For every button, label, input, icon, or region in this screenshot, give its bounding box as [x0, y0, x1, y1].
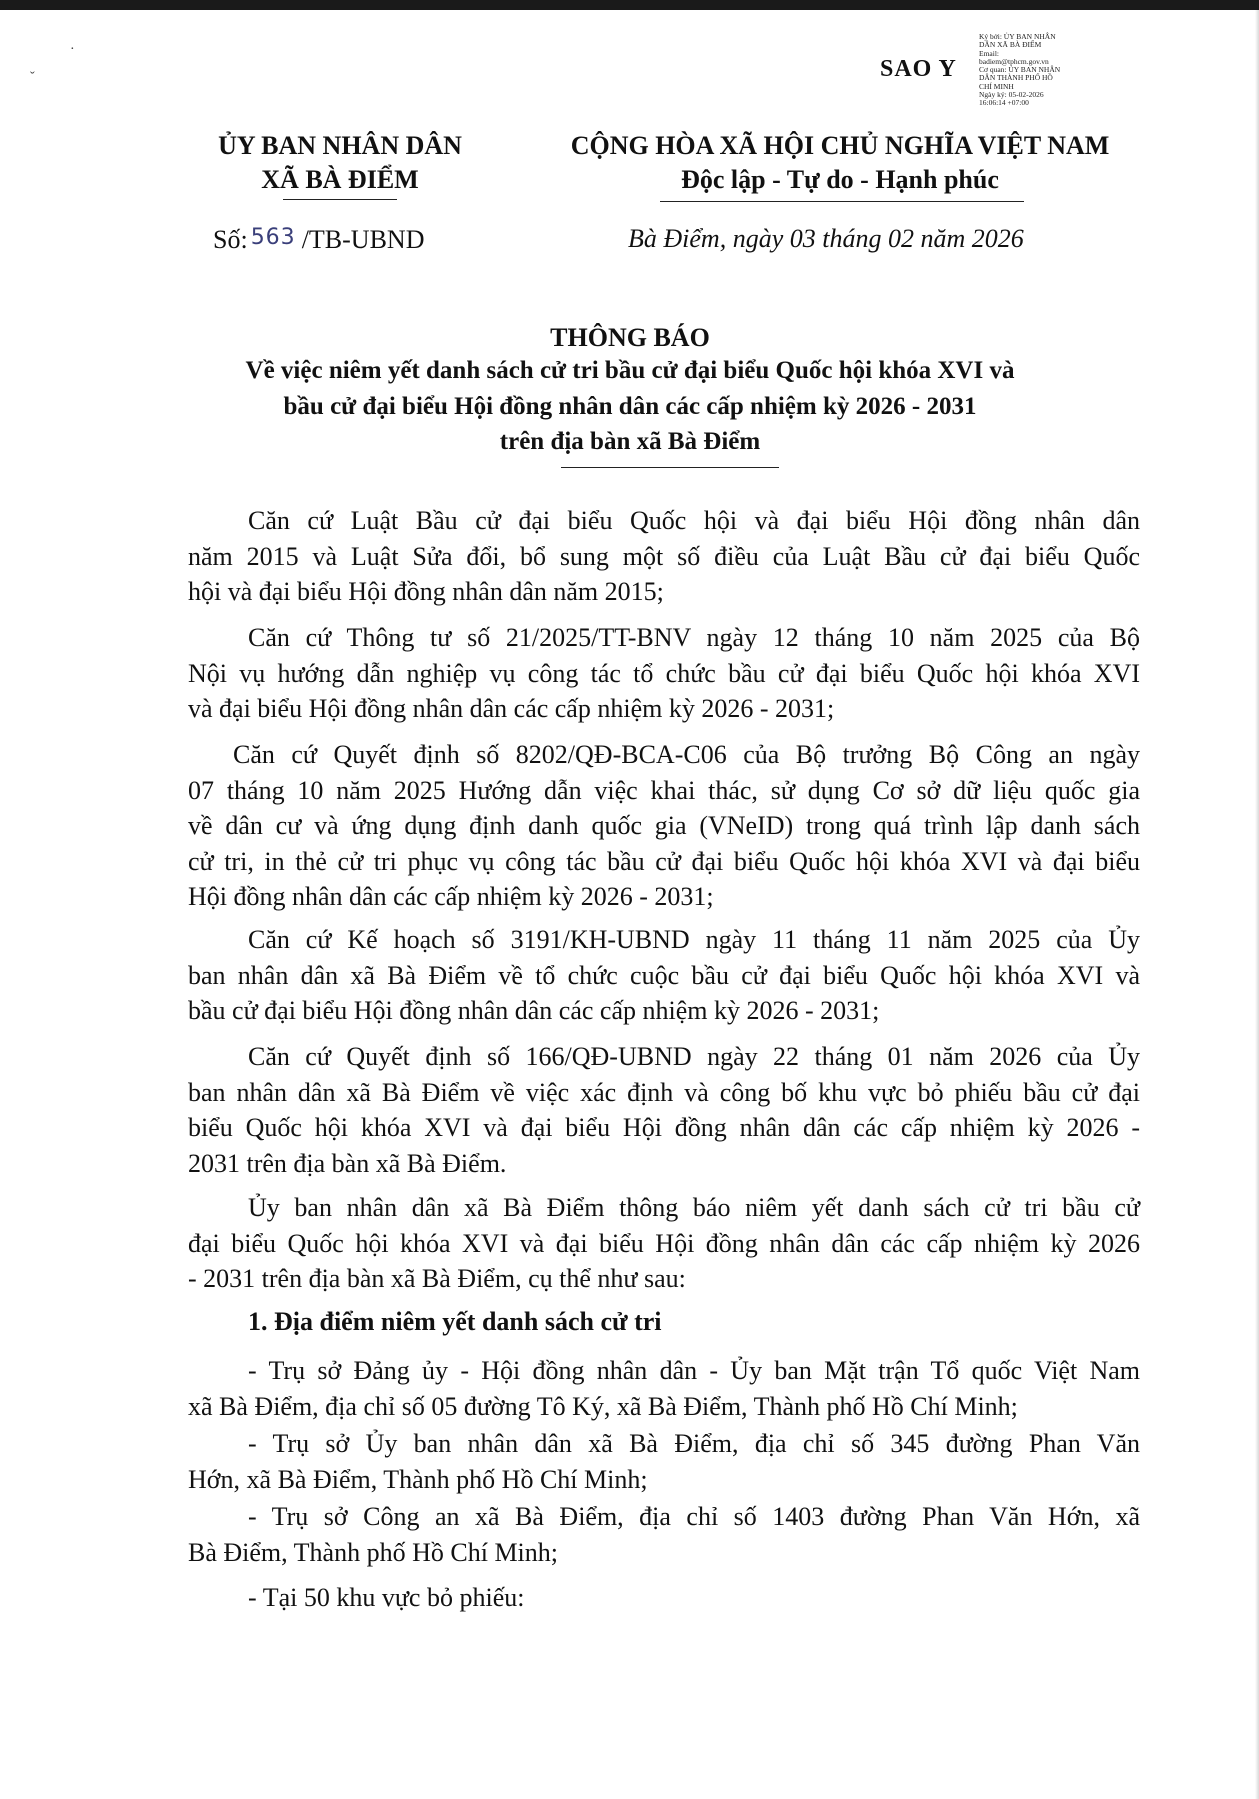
- paragraph-line: 2031 trên địa bàn xã Bà Điểm.: [188, 1148, 507, 1178]
- paragraph-line: Nội vụ hướng dẫn nghiệp vụ công tác tổ chức bầu cử đại biểu Quốc hội khóa XVI: [188, 658, 1140, 688]
- location-item: [188, 1352, 1140, 1423]
- paragraph-line: Hội đồng nhân dân các cấp nhiệm kỳ 2026 - 2031;: [188, 882, 714, 911]
- agency-name-line1: ỦY BAN NHÂN DÂN: [218, 131, 462, 160]
- scan-speck: ·: [70, 42, 75, 57]
- scan-edge-shadow: [1255, 10, 1259, 1799]
- document-number: [213, 225, 424, 255]
- signature-line: badiem@tphcm.gov.vn: [979, 56, 1049, 66]
- paragraph-line: bầu cử đại biểu Hội đồng nhân dân các cấp nhiệm kỳ 2026 - 2031;: [188, 996, 880, 1025]
- signature-line: 16:06:14 +07:00: [979, 98, 1029, 108]
- paragraph-line: Căn cứ Luật Bầu cử đại biểu Quốc hội và đại biểu Hội đồng nhân dân: [248, 506, 1140, 535]
- legal-basis-paragraph: [188, 1039, 1140, 1181]
- digital-signature-block: [979, 33, 1089, 108]
- signature-line: DÂN THÀNH PHỐ HỒ: [979, 73, 1053, 83]
- document-subject-line: bầu cử đại biểu Hội đồng nhân dân các cấp nhiệm kỳ 2026 - 2031: [283, 393, 977, 420]
- paragraph-line: - 2031 trên địa bàn xã Bà Điểm, cụ thể như sau:: [188, 1264, 686, 1293]
- paragraph-line: ban nhân dân xã Bà Điểm về việc xác định và công bố khu vực bỏ phiếu bầu cử đại: [188, 1077, 1140, 1107]
- item-line: - Trụ sở Ủy ban nhân dân xã Bà Điểm, địa chỉ số 345 đường Phan Văn: [248, 1429, 1140, 1458]
- paragraph-line: về dân cư và ứng dụng định danh quốc gia (VNeID) trong quá trình lập danh sách: [188, 811, 1140, 840]
- paragraph-line: Căn cứ Quyết định số 166/QĐ-UBND ngày 22 tháng 01 năm 2026 của Ủy: [248, 1042, 1140, 1071]
- location-item: [188, 1498, 1140, 1569]
- legal-basis-paragraph: [188, 620, 1140, 727]
- paragraph-line: cử tri, in thẻ cử tri phục vụ công tác bầu cử đại biểu Quốc hội khóa XVI và đại biểu: [188, 846, 1140, 876]
- item-line: Bà Điểm, Thành phố Hồ Chí Minh;: [188, 1537, 559, 1567]
- signature-line: Cơ quan: ỦY BAN NHÂN: [979, 65, 1061, 75]
- signature-line: Email:: [979, 48, 999, 58]
- document-subject-line: Về việc niêm yết danh sách cử tri bầu cử đại biểu Quốc hội khóa XVI và: [245, 357, 1015, 384]
- paragraph-line: hội và đại biểu Hội đồng nhân dân năm 2015;: [188, 577, 664, 606]
- paragraph-line: 07 tháng 10 năm 2025 Hướng dẫn việc khai thác, sử dụng Cơ sở dữ liệu quốc gia: [188, 775, 1140, 805]
- scan-top-border: [0, 0, 1259, 10]
- national-title: CỘNG HÒA XÃ HỘI CHỦ NGHĨA VIỆT NAM: [570, 131, 1110, 160]
- copy-mark: SAO Y: [880, 56, 957, 82]
- item-line: - Trụ sở Đảng ủy - Hội đồng nhân dân - Ủy ban Mặt trận Tổ quốc Việt Nam: [248, 1356, 1140, 1385]
- paragraph-line: biểu Quốc hội khóa XVI và đại biểu Hội đồng nhân dân các cấp nhiệm kỳ 2026 -: [188, 1113, 1140, 1142]
- location-item: [188, 1579, 1140, 1615]
- scan-speck: ˇ: [30, 70, 35, 85]
- paragraph-line: đại biểu Quốc hội khóa XVI và đại biểu Hội đồng nhân dân các cấp nhiệm kỳ 2026: [188, 1228, 1140, 1258]
- signature-line: CHÍ MINH: [979, 81, 1014, 91]
- legal-basis-paragraph: [188, 737, 1140, 915]
- paragraph-line: năm 2015 và Luật Sửa đổi, bổ sung một số điều của Luật Bầu cử đại biểu Quốc: [188, 541, 1140, 571]
- legal-basis-paragraph: [188, 503, 1140, 610]
- paragraph-line: ban nhân dân xã Bà Điểm về tổ chức cuộc bầu cử đại biểu Quốc hội khóa XVI và: [188, 960, 1140, 990]
- document-subject-line: trên địa bàn xã Bà Điểm: [499, 428, 761, 455]
- paragraph-line: và đại biểu Hội đồng nhân dân các cấp nhiệm kỳ 2026 - 2031;: [188, 694, 835, 723]
- paragraph-line: Ủy ban nhân dân xã Bà Điểm thông báo niêm yết danh sách cử tri bầu cử: [248, 1193, 1140, 1222]
- paragraph-line: Căn cứ Thông tư số 21/2025/TT-BNV ngày 12 tháng 10 năm 2025 của Bộ: [248, 623, 1140, 652]
- title-underline: [561, 467, 779, 468]
- agency-name-line2: XÃ BÀ ĐIỂM: [261, 165, 419, 194]
- doc-no-prefix: Số:: [213, 225, 248, 254]
- national-motto: Độc lập - Tự do - Hạnh phúc: [681, 165, 999, 194]
- doc-no-suffix: /TB-UBND: [301, 225, 425, 254]
- item-line: xã Bà Điểm, địa chỉ số 05 đường Tô Ký, xã Bà Điểm, Thành phố Hồ Chí Minh;: [188, 1391, 1018, 1421]
- location-item: [188, 1425, 1140, 1496]
- document-title: THÔNG BÁO: [550, 323, 710, 352]
- place-and-date: Bà Điểm, ngày 03 tháng 02 năm 2026: [628, 224, 1024, 253]
- signature-line: Ngày ký: 05-02-2026: [979, 90, 1044, 100]
- paragraph-line: Căn cứ Quyết định số 8202/QĐ-BCA-C06 của Bộ trưởng Bộ Công an ngày: [233, 740, 1140, 769]
- signature-line: Ký bởi: ỦY BAN NHÂN: [979, 32, 1056, 41]
- legal-basis-paragraph: [188, 922, 1140, 1029]
- agency-underline: [283, 199, 397, 200]
- signature-line: DÂN XÃ BÀ ĐIỂM: [979, 40, 1042, 50]
- paragraph-line: Căn cứ Kế hoạch số 3191/KH-UBND ngày 11 tháng 11 năm 2025 của Ủy: [248, 925, 1140, 954]
- section-heading: 1. Địa điểm niêm yết danh sách cử tri: [248, 1307, 662, 1336]
- motto-underline: [660, 201, 1024, 202]
- announcement-paragraph: [188, 1190, 1140, 1297]
- item-line: - Trụ sở Công an xã Bà Điểm, địa chỉ số 1403 đường Phan Văn Hớn, xã: [248, 1502, 1140, 1531]
- doc-no-handwritten: 563: [250, 225, 296, 250]
- item-line: Hớn, xã Bà Điểm, Thành phố Hồ Chí Minh;: [188, 1464, 648, 1494]
- item-line: - Tại 50 khu vực bỏ phiếu:: [248, 1583, 525, 1612]
